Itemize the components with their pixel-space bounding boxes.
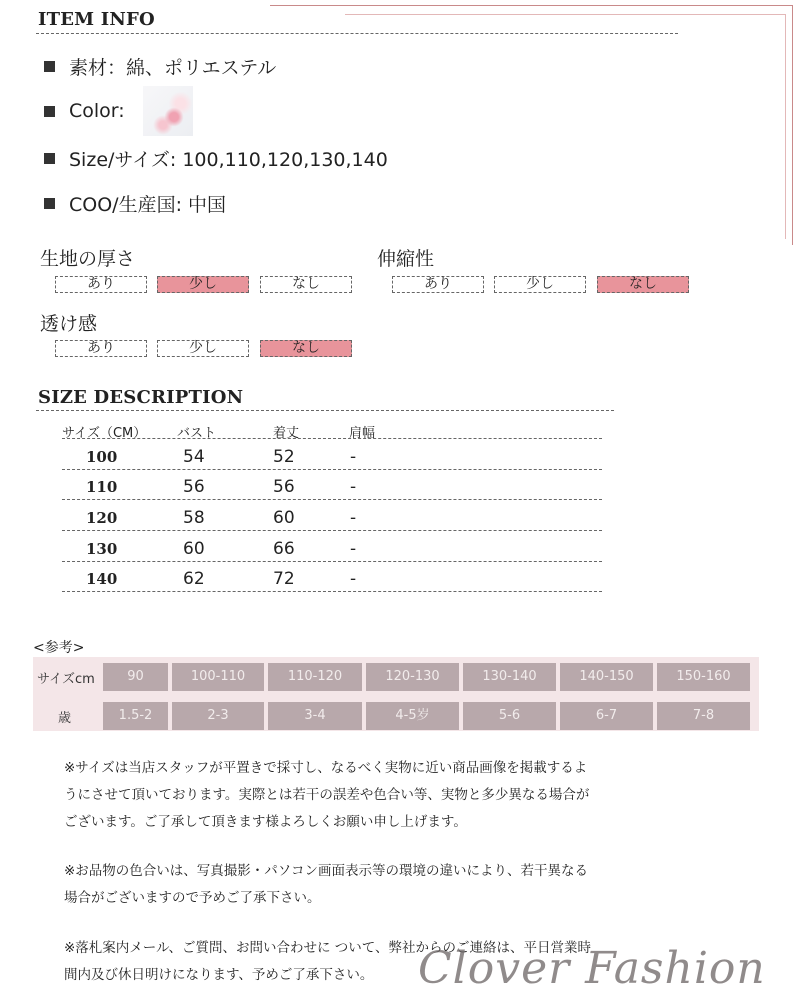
reference-age-cell: 1.5-2 [103, 702, 168, 730]
note-line: ※お品物の色合いは、写真撮影・パソコン画面表示等の環境の違いにより、若干異なる [64, 863, 589, 879]
stretch-label: 伸縮性 [377, 248, 435, 270]
coo-text: COO/生産国: 中国 [69, 194, 227, 216]
sheer-option-ari: あり [55, 340, 147, 357]
reference-age-cell: 4-5岁 [366, 702, 459, 730]
note-line: ※サイズは当店スタッフが平置きで採寸し、なるべく実物に近い商品画像を掲載するよ [64, 760, 588, 776]
shoulder-cell: - [350, 508, 357, 528]
size-header-shoulder: 肩幅 [349, 426, 376, 441]
note-line: ございます。ご了承して頂きます様よろしくお願い申し上げます。 [64, 814, 467, 830]
length-cell: 52 [273, 447, 295, 467]
color-label: Color: [69, 100, 125, 122]
length-cell: 60 [273, 508, 295, 528]
size-header-size: サイズ（CM） [62, 426, 147, 441]
material-text: 素材：綿、ポリエステル [69, 57, 277, 79]
reference-size-cell: 140-150 [560, 663, 653, 691]
reference-size-cell: 130-140 [463, 663, 556, 691]
reference-size-cell: 90 [103, 663, 168, 691]
row-divider [62, 469, 602, 470]
reference-age-cell: 5-6 [463, 702, 556, 730]
reference-size-cell: 110-120 [268, 663, 362, 691]
coo-row [44, 190, 226, 217]
reference-size-label: サイズcm [37, 672, 95, 687]
reference-age-cell: 7-8 [657, 702, 750, 730]
length-cell: 56 [273, 477, 295, 497]
frame-top-line [270, 5, 792, 6]
note-size-measurement [64, 755, 744, 836]
size-header-bust: バスト [177, 426, 217, 441]
shoulder-cell: - [350, 539, 357, 559]
sheer-option-nashi: なし [260, 340, 352, 357]
note-line: うにさせて頂いております。実際とは若干の誤差や色合い等、実物と多少異なる場合が [64, 787, 590, 803]
reference-age-label: 歳 [58, 711, 72, 726]
color-row [44, 86, 193, 136]
shoulder-cell: - [350, 477, 357, 497]
size-cell: 120 [86, 509, 118, 527]
reference-age-cell: 3-4 [268, 702, 362, 730]
bust-cell: 62 [183, 569, 205, 589]
bust-cell: 54 [183, 447, 205, 467]
material-row [44, 53, 276, 80]
stretch-option-nashi: なし [597, 276, 689, 293]
size-text: Size/サイズ: 100,110,120,130,140 [69, 149, 388, 171]
row-divider [62, 499, 602, 500]
length-cell: 66 [273, 539, 295, 559]
size-description-divider [36, 410, 614, 411]
reference-size-cell: 100-110 [172, 663, 264, 691]
brand-logo: Clover Fashion [418, 943, 766, 994]
item-info-divider [36, 33, 678, 34]
sheer-label: 透け感 [40, 313, 98, 335]
reference-title: <参考> [33, 640, 85, 656]
color-swatch-image [143, 86, 193, 136]
note-line: ※落札案内メール、ご質問、お問い合わせに ついて、弊社からのご連絡は、平日営業時 [64, 940, 591, 956]
stretch-option-ari: あり [392, 276, 484, 293]
shoulder-cell: - [350, 569, 357, 589]
thickness-option-sukoshi: 少し [157, 276, 249, 293]
reference-size-cell: 120-130 [366, 663, 459, 691]
reference-size-cell: 150-160 [657, 663, 750, 691]
bullet-icon [44, 61, 55, 72]
sheer-option-sukoshi: 少し [157, 340, 249, 357]
frame-inner-right-line [785, 14, 786, 239]
size-cell: 140 [86, 570, 118, 588]
size-header-length: 着丈 [273, 426, 300, 441]
bust-cell: 60 [183, 539, 205, 559]
stretch-option-sukoshi: 少し [494, 276, 586, 293]
bust-cell: 58 [183, 508, 205, 528]
row-divider [62, 530, 602, 531]
size-description-title: SIZE DESCRIPTION [38, 387, 244, 408]
row-divider [62, 561, 602, 562]
length-cell: 72 [273, 569, 295, 589]
frame-right-line [792, 5, 793, 245]
size-row [44, 145, 388, 172]
bust-cell: 56 [183, 477, 205, 497]
shoulder-cell: - [350, 447, 357, 467]
item-info-title: ITEM INFO [38, 9, 155, 30]
note-line: 場合がございますので予めご了承下さい。 [64, 890, 321, 906]
size-cell: 100 [86, 448, 118, 466]
bullet-icon [44, 198, 55, 209]
note-line: 間内及び休日明けになります、予めご了承下さい。 [64, 967, 374, 983]
bullet-icon [44, 106, 55, 117]
size-cell: 110 [86, 478, 118, 496]
row-divider [62, 591, 602, 592]
bullet-icon [44, 153, 55, 164]
thickness-option-ari: あり [55, 276, 147, 293]
reference-age-cell: 2-3 [172, 702, 264, 730]
frame-inner-top-line [345, 14, 785, 15]
thickness-label: 生地の厚さ [40, 248, 136, 270]
size-header-underline [62, 438, 602, 439]
thickness-option-nashi: なし [260, 276, 352, 293]
note-color [64, 858, 744, 912]
reference-age-cell: 6-7 [560, 702, 653, 730]
size-cell: 130 [86, 540, 118, 558]
